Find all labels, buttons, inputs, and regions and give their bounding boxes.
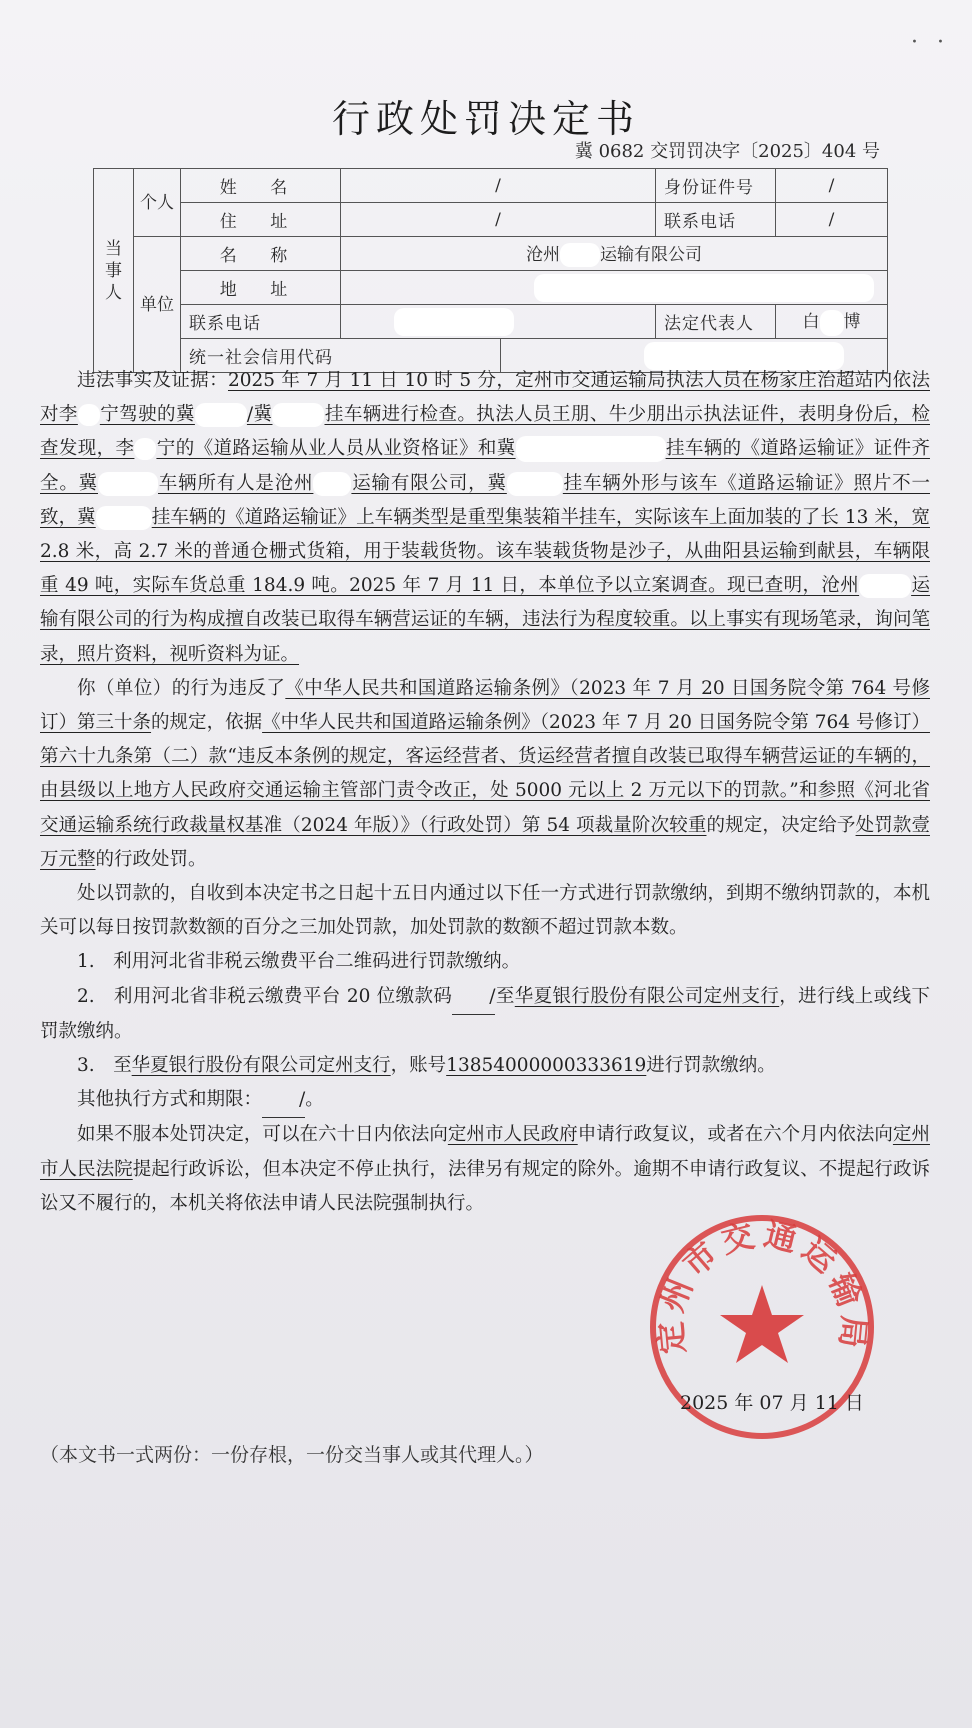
- payment-bank-3: 华夏银行股份有限公司定州支行: [131, 1055, 391, 1077]
- credit-code-label: 统一社会信用代码: [181, 339, 501, 373]
- other-execution-value: /: [262, 1083, 305, 1118]
- legal-rep-label: 法定代表人: [656, 305, 776, 339]
- redaction-block: [78, 404, 100, 426]
- seal-text: 定州市交通运输局: [650, 1215, 874, 1356]
- address-label: 住 址: [181, 203, 341, 237]
- redaction-block: [820, 310, 844, 336]
- redaction-block: [534, 274, 874, 302]
- facts-label: 违法事实及证据：: [77, 370, 228, 391]
- unit-name-suffix: 运输有限公司: [600, 244, 702, 265]
- party-info-table: [93, 168, 888, 373]
- unit-phone-value: [341, 305, 656, 339]
- name-value: /: [341, 169, 656, 203]
- appeal-paragraph: 如果不服本处罚决定，可以在六十日内依法向定州市人民政府申请行政复议，或者在六个月内依法向定州市人民法院提起行政诉讼，但本决定不停止执行，法律另有规定的除外。逾期不申请行政复议、不提起行政诉讼又不履行的，本机关将依法申请人民法院强制执行。: [40, 1124, 930, 1214]
- signature-date: 2025 年 07 月 11 日: [680, 1392, 864, 1414]
- facts-paragraph: [40, 364, 930, 672]
- document-number: 冀 0682 交罚罚决字〔2025〕404 号: [574, 141, 880, 162]
- legal-rep-value-a: 白: [802, 312, 820, 333]
- redaction-block: [313, 472, 351, 496]
- violated-law: 《中华人民共和国道路运输条例》（2023 年 7 月 20 日国务院令第 764 号修订）第三十条: [40, 677, 930, 734]
- redaction-block: [394, 308, 514, 336]
- bank-account-number: 13854000000333619: [446, 1055, 647, 1077]
- phone-value: /: [776, 203, 888, 237]
- id-value: /: [776, 169, 888, 203]
- redaction-block: [134, 438, 156, 460]
- unit-address-value: [341, 271, 888, 305]
- redaction-block: [272, 403, 324, 427]
- decision-paragraph: 你（单位）的行为违反了《中华人民共和国道路运输条例》（2023 年 7 月 20 日国务院令第 764 号修订）第三十条的规定，依据《中华人民共和国道路运输条例》（2023 年 7 月 20 日国务院令第 764 号修订）第六十九条第（二）款“违反本条例的规定，客运经营者、货运经营者擅自改装已取得车辆营运证的车辆的，由县级以上地方人民政府交通运输主管部门责令改正，处 5000 元以上 2 万元以下的罚款。”和参照《河北省交通运输系统行政裁量权基准（2024 年版）》（行政处罚）第 54 项裁量阶次较重的规定，决定给予处罚款壹万元整的行政处罚。: [40, 677, 930, 870]
- review-authority: 定州市人民政府: [447, 1124, 578, 1146]
- payment-bank-2: 华夏银行股份有限公司定州支行: [514, 985, 780, 1007]
- document-body: [40, 364, 930, 1221]
- redaction-block: [96, 506, 152, 530]
- document-footnote: （本文书一式两份：一份存根，一份交当事人或其代理人。）: [40, 1444, 544, 1466]
- redaction-block: [507, 472, 563, 496]
- id-label: 身份证件号: [656, 169, 776, 203]
- unit-phone-label: 联系电话: [181, 305, 341, 339]
- facts-text: 2025 年 7 月 11 日 10 时 5 分，定州市交通运输局执法人员在杨家庄治超站内依法对李 宁驾驶的冀 /冀 挂车辆进行检查。执法人员王朋、牛少朋出示执法证件，表明身份后，检查发现，李 宁的《道路运输从业人员从业资格证》和冀 挂车辆的《道路运输证》证件齐全。冀 车辆所有人是沧州 运输有限公司，冀 挂车辆外形与该车《道路运输证》照片不一致，冀 挂车辆的《道路运输证》上车辆类型是重型集装箱半挂车，实际该车上面加装的了长 13 米，宽 2.8 米，高 2.7 米的普通仓栅式货箱，用于装载货物。该车装载货物是沙子，从曲阳县运输到献县，车辆限重 49 吨，实际车货总重 184.9 吨。2025 年 7 月 11 日，本单位予以立案调查。现已查明，沧州 运输有限公司的行为构成擅自改装已取得车辆营运证的车辆，违法行为程度较重。以上事实有现场笔录，询问笔录，照片资料，视听资料为证。: [40, 370, 930, 665]
- unit-name-label: 名 称: [181, 237, 341, 271]
- corner-mark: · ·: [911, 30, 950, 55]
- unit-label: 单位: [134, 237, 181, 373]
- payment-method-2: 2. 利用河北省非税云缴费平台 20 位缴款码 /至华夏银行股份有限公司定州支行，进行线上或线下罚款缴纳。: [40, 980, 930, 1049]
- party-label: 当事人: [94, 169, 134, 373]
- court-name: 定州市人民法院: [40, 1124, 930, 1180]
- unit-address-label: 地 址: [181, 271, 341, 305]
- legal-rep-value: [776, 305, 888, 339]
- document-title: 行政处罚决定书: [331, 97, 640, 141]
- legal-rep-value-b: 博: [843, 312, 861, 333]
- payment-intro: 处以罚款的，自收到本决定书之日起十五日内通过以下任一方式进行罚款缴纳，到期不缴纳罚款的，本机关可以每日按罚款数额的百分之三加处罚款，加处罚款的数额不超过罚款本数。: [40, 883, 930, 939]
- legal-basis: 《中华人民共和国道路运输条例》（2023 年 7 月 20 日国务院令第 764 号修订）第六十九条第（二）款“违反本条例的规定，客运经营者、货运经营者擅自改装已取得车辆营运证的车辆的，由县级以上地方人民政府交通运输主管部门责令改正，处 5000 元以上 2 万元以下的罚款。”和参照《河北省交通运输系统行政裁量权基准（2024 年版）》（行政处罚）第 54 项裁量阶次较重: [40, 712, 930, 836]
- unit-name-value: [341, 237, 888, 271]
- redaction-block: [560, 243, 600, 267]
- payment-method-3: 3. 至华夏银行股份有限公司定州支行，账号13854000000333619进行罚款缴纳。: [77, 1055, 776, 1077]
- phone-label: 联系电话: [656, 203, 776, 237]
- unit-name-prefix: 沧州: [526, 244, 560, 265]
- redaction-block: [98, 472, 158, 496]
- redaction-block: [859, 574, 911, 598]
- payment-method-1: 1. 利用河北省非税云缴费平台二维码进行罚款缴纳。: [77, 951, 521, 973]
- address-value: /: [341, 203, 656, 237]
- seal-star-icon: [720, 1285, 804, 1363]
- payment-code: /: [452, 980, 495, 1015]
- redaction-block: [195, 403, 247, 427]
- name-label: 姓 名: [181, 169, 341, 203]
- redaction-block: [516, 436, 666, 462]
- penalty-amount: 处罚款壹万元整: [40, 814, 930, 870]
- other-execution: 其他执行方式和期限： /。: [40, 1083, 930, 1118]
- individual-label: 个人: [134, 169, 181, 237]
